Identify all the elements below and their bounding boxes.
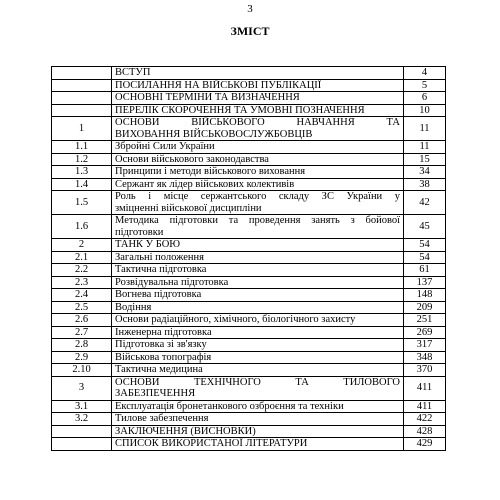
toc-row: [52, 301, 446, 314]
toc-row: [52, 191, 446, 215]
toc-title-line-1: Роль і місце сержантського складу ЗС України у: [115, 191, 400, 202]
toc-row: [52, 239, 446, 252]
toc-section-number: 2.1: [52, 251, 112, 264]
toc-row: [52, 153, 446, 166]
toc-page-number: 15: [404, 153, 446, 166]
toc-row: [52, 400, 446, 413]
toc-section-number: 2.3: [52, 276, 112, 289]
toc-section-number: 2.2: [52, 264, 112, 277]
toc-section-number: 1.6: [52, 215, 112, 239]
toc-section-number: 3: [52, 376, 112, 400]
toc-row: [52, 166, 446, 179]
toc-page-number: 269: [404, 326, 446, 339]
toc-section-title: [112, 376, 404, 400]
toc-row: [52, 92, 446, 105]
toc-page-number: 6: [404, 92, 446, 105]
toc-section-number: [52, 438, 112, 451]
toc-section-number: [52, 92, 112, 105]
toc-table: [51, 66, 446, 451]
toc-page-number: 61: [404, 264, 446, 277]
toc-row: [52, 178, 446, 191]
toc-title-line-2: ВИХОВАННЯ ВІЙСЬКОВОСЛУЖБОВЦІВ: [115, 128, 313, 140]
toc-page-number: 251: [404, 314, 446, 327]
toc-section-title: ПОСИЛАННЯ НА ВІЙСЬКОВІ ПУБЛІКАЦІЇ: [112, 79, 404, 92]
toc-section-number: 2.10: [52, 364, 112, 377]
toc-row: [52, 104, 446, 117]
page-number: 3: [247, 3, 253, 15]
toc-title-line-1: ОСНОВИ ВІЙСЬКОВОГО НАВЧАННЯ ТА: [115, 117, 400, 128]
toc-section-title: Вогнева підготовка: [112, 289, 404, 302]
toc-section-number: 1.1: [52, 141, 112, 154]
toc-section-title: ТАНК У БОЮ: [112, 239, 404, 252]
toc-page-number: 348: [404, 351, 446, 364]
toc-section-number: [52, 67, 112, 80]
toc-section-title: Інженерна підготовка: [112, 326, 404, 339]
toc-section-title: Основи військового законодавства: [112, 153, 404, 166]
toc-row: [52, 438, 446, 451]
toc-section-title: ОСНОВНІ ТЕРМІНИ ТА ВИЗНАЧЕННЯ: [112, 92, 404, 105]
toc-section-title: Збройні Сили України: [112, 141, 404, 154]
toc-page-number: 137: [404, 276, 446, 289]
toc-page-number: 42: [404, 191, 446, 215]
toc-section-number: [52, 104, 112, 117]
toc-page-number: 429: [404, 438, 446, 451]
toc-row: [52, 251, 446, 264]
toc-page-number: 4: [404, 67, 446, 80]
toc-title-line-2: підготовки: [115, 226, 164, 238]
toc-page-number: 34: [404, 166, 446, 179]
toc-row: [52, 364, 446, 377]
toc-section-title: Розвідувальна підготовка: [112, 276, 404, 289]
toc-row: [52, 339, 446, 352]
toc-section-number: 2.7: [52, 326, 112, 339]
toc-page-number: 317: [404, 339, 446, 352]
toc-page-number: 11: [404, 141, 446, 154]
toc-section-number: 2.9: [52, 351, 112, 364]
toc-section-title: [112, 191, 404, 215]
toc-section-number: 3.2: [52, 413, 112, 426]
toc-section-title: Основи радіаційного, хімічного, біологічного захисту: [112, 314, 404, 327]
toc-title-line-1: Методика підготовки та проведення занять з бойової: [115, 215, 400, 226]
toc-section-number: 2.6: [52, 314, 112, 327]
toc-section-title: СПИСОК ВИКОРИСТАНОЇ ЛІТЕРАТУРИ: [112, 438, 404, 451]
toc-row: [52, 289, 446, 302]
toc-row: [52, 276, 446, 289]
toc-row: [52, 413, 446, 426]
toc-section-title: Водіння: [112, 301, 404, 314]
toc-section-title: Сержант як лідер військових колективів: [112, 178, 404, 191]
toc-section-title: Принципи і методи військового виховання: [112, 166, 404, 179]
toc-page-number: 422: [404, 413, 446, 426]
toc-section-number: 1: [52, 117, 112, 141]
toc-page-number: 54: [404, 239, 446, 252]
toc-page-number: 148: [404, 289, 446, 302]
toc-page-number: 11: [404, 117, 446, 141]
toc-section-number: 2.8: [52, 339, 112, 352]
toc-title-line-2: ЗАБЕЗПЕЧЕННЯ: [115, 388, 196, 399]
toc-section-title: [112, 215, 404, 239]
toc-page-number: 428: [404, 425, 446, 438]
toc-row: [52, 79, 446, 92]
toc-title-line-2: зміцненні військової дисципліни: [115, 202, 262, 214]
toc-row: [52, 351, 446, 364]
toc-section-number: 1.2: [52, 153, 112, 166]
toc-row: [52, 376, 446, 400]
toc-section-title: Тилове забезпечення: [112, 413, 404, 426]
toc-section-number: 1.5: [52, 191, 112, 215]
toc-section-title: ЗАКЛЮЧЕННЯ (ВИСНОВКИ): [112, 425, 404, 438]
toc-section-number: [52, 79, 112, 92]
toc-section-title: Військова топографія: [112, 351, 404, 364]
toc-page-number: 10: [404, 104, 446, 117]
toc-section-number: 2.5: [52, 301, 112, 314]
toc-section-title: ВСТУП: [112, 67, 404, 80]
toc-section-number: 2: [52, 239, 112, 252]
toc-page-number: 411: [404, 400, 446, 413]
toc-page-number: 411: [404, 376, 446, 400]
toc-page-number: 5: [404, 79, 446, 92]
toc-section-number: 2.4: [52, 289, 112, 302]
toc-section-title: Тактична підготовка: [112, 264, 404, 277]
toc-section-number: 1.3: [52, 166, 112, 179]
toc-section-number: 3.1: [52, 400, 112, 413]
toc-section-title: Експлуатація бронетанкового озброєння та техніки: [112, 400, 404, 413]
toc-section-title: Тактична медицина: [112, 364, 404, 377]
toc-row: [52, 215, 446, 239]
toc-page-number: 38: [404, 178, 446, 191]
toc-section-title: ПЕРЕЛІК СКОРОЧЕННЯ ТА УМОВНІ ПОЗНАЧЕННЯ: [112, 104, 404, 117]
toc-section-title: [112, 117, 404, 141]
toc-page-number: 54: [404, 251, 446, 264]
toc-page-number: 370: [404, 364, 446, 377]
toc-row: [52, 117, 446, 141]
toc-row: [52, 425, 446, 438]
toc-row: [52, 264, 446, 277]
page-title: ЗМІСТ: [230, 24, 270, 38]
toc-page-number: 209: [404, 301, 446, 314]
toc-row: [52, 314, 446, 327]
toc-title-line-1: ОСНОВИ ТЕХНІЧНОГО ТА ТИЛОВОГО: [115, 376, 400, 388]
toc-row: [52, 141, 446, 154]
toc-section-number: [52, 425, 112, 438]
toc-row: [52, 326, 446, 339]
toc-page-number: 45: [404, 215, 446, 239]
toc-row: [52, 67, 446, 80]
toc-section-number: 1.4: [52, 178, 112, 191]
toc-section-title: Загальні положення: [112, 251, 404, 264]
toc-section-title: Підготовка зі зв'язку: [112, 339, 404, 352]
